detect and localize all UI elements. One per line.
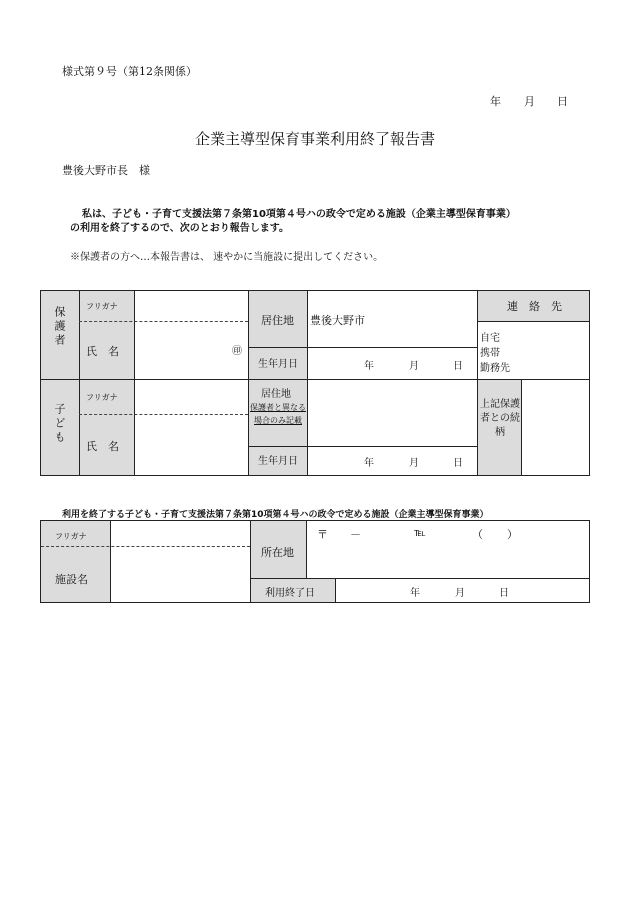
postal-mark: 〒: [317, 528, 328, 541]
child-dob-year: 年: [364, 458, 374, 469]
contact-header: 連 絡 先: [507, 300, 562, 313]
date-month-unit: 月: [524, 95, 535, 108]
contact-mobile: 携帯: [480, 348, 500, 359]
form-number: 様式第９号（第12条関係）: [62, 65, 197, 78]
contact-home: 自宅: [480, 333, 500, 344]
guardian-name-label: 氏 名: [86, 345, 119, 358]
page-title: 企業主導型保育事業利用終了報告書: [194, 130, 435, 148]
guardian-dob-day: 日: [453, 361, 463, 372]
relation-label: 上記保護者との続柄: [480, 399, 520, 438]
facility-name-label: 施設名: [55, 573, 88, 586]
addressee: 豊後大野市長 様: [62, 164, 150, 177]
end-date-label: 利用終了日: [265, 588, 315, 599]
facility-heading: 利用を終了する子ども・子育て支援法第７条第10項第４号ハの政令で定める施設（企業主導型保育事業）: [62, 510, 489, 520]
body-line-1: 私は、子ども・子育て支援法第７条第10項第４号ハの政令で定める施設（企業主導型保育事業）: [82, 209, 516, 220]
date-year-unit: 年: [490, 95, 501, 108]
child-dob-month: 月: [409, 458, 419, 469]
date-day-unit: 日: [557, 95, 568, 108]
postal-dash: －: [350, 528, 361, 541]
child-section-label: 子ども: [53, 403, 66, 445]
guardian-furigana-label: フリガナ: [86, 302, 118, 311]
body-line-2: の利用を終了するので、次のとおり報告します。: [70, 223, 289, 234]
contact-work: 勤務先: [480, 363, 510, 374]
tel-paren-open: （: [472, 528, 483, 541]
guardian-dob-month: 月: [409, 361, 419, 372]
child-name-label: 氏 名: [86, 440, 119, 453]
child-address-note: 保護者と異なる場合のみ記載: [250, 403, 306, 425]
facility-furigana-label: フリガナ: [55, 532, 87, 541]
tel-paren-close: ）: [507, 528, 518, 541]
note: ※保護者の方へ…本報告書は、 速やかに当施設に提出してください。: [70, 252, 384, 263]
facility-location-label: 所在地: [261, 546, 294, 559]
end-date-day: 日: [499, 588, 509, 599]
end-date-month: 月: [455, 588, 465, 599]
guardian-section-label: 保護者: [53, 306, 66, 348]
guardian-address-value: 豊後大野市: [310, 314, 365, 327]
guardian-dob-label: 生年月日: [258, 359, 298, 370]
tel-mark: ℡: [414, 526, 426, 539]
child-furigana-label: フリガナ: [86, 393, 118, 402]
child-address-label: 居住地: [261, 389, 291, 400]
end-date-year: 年: [410, 588, 420, 599]
guardian-address-label: 居住地: [261, 314, 294, 327]
child-dob-day: 日: [453, 458, 463, 469]
seal-mark: ㊞: [232, 346, 242, 357]
child-dob-label: 生年月日: [258, 456, 298, 467]
guardian-dob-year: 年: [364, 361, 374, 372]
